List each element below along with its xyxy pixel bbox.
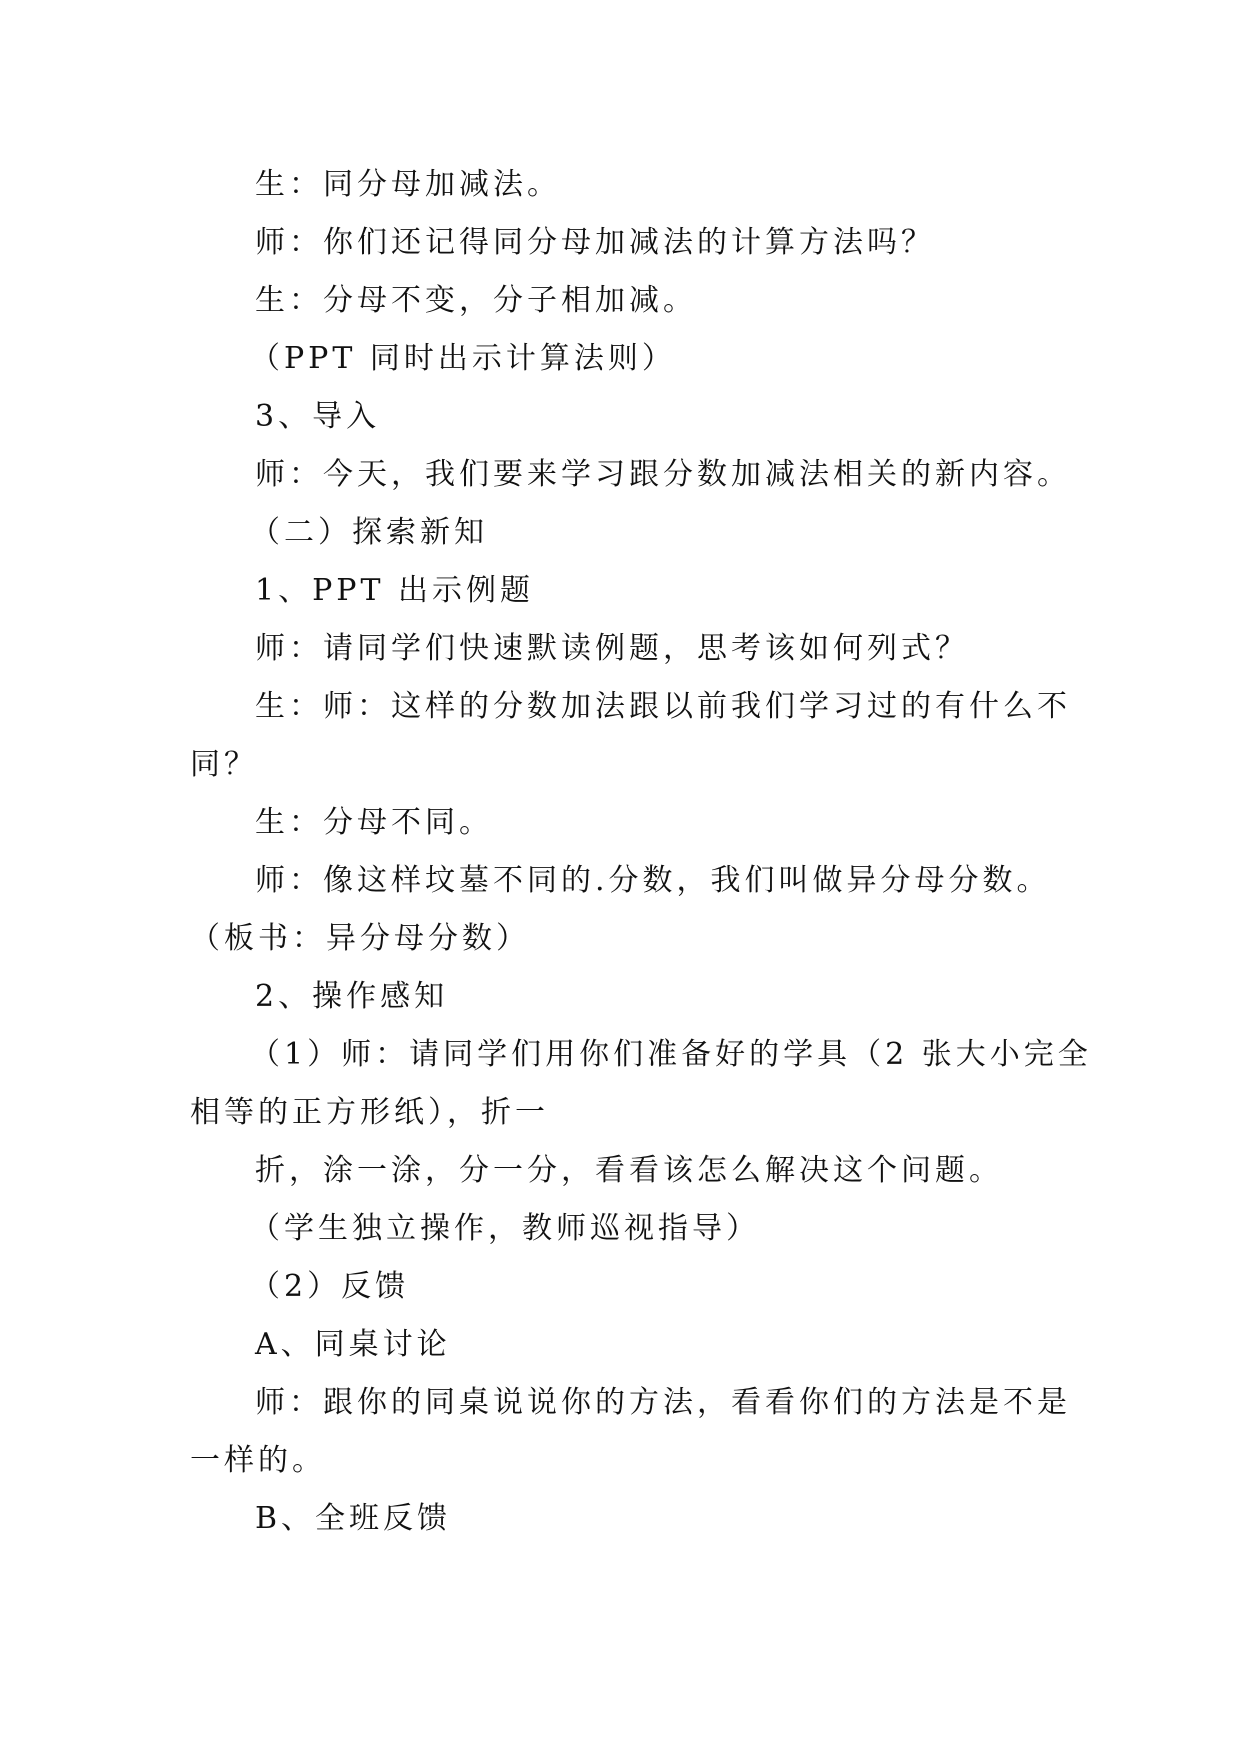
text-line: 折，涂一涂，分一分，看看该怎么解决这个问题。	[255, 1153, 1003, 1188]
text-line: 生：分母不变，分子相加减。	[255, 283, 697, 318]
text-line: 师：你们还记得同分母加减法的计算方法吗？	[255, 225, 935, 260]
text-line: 师：像这样坟墓不同的.分数，我们叫做异分母分数。	[255, 863, 1051, 898]
section-heading: B、全班反馈	[255, 1501, 452, 1536]
text-line: 相等的正方形纸），折一	[190, 1095, 549, 1130]
text-line: （板书：异分母分数）	[190, 921, 530, 956]
section-heading: A、同桌讨论	[255, 1327, 451, 1362]
text-line: 生：师：这样的分数加法跟以前我们学习过的有什么不	[255, 689, 1071, 724]
text-line: 同？	[190, 747, 258, 782]
section-heading: （2）反馈	[250, 1269, 410, 1304]
section-heading: 3、导入	[255, 399, 381, 434]
text-line: （学生独立操作，教师巡视指导）	[250, 1211, 760, 1246]
section-heading: 1、PPT 出示例题	[255, 573, 535, 608]
text-line: 生：分母不同。	[255, 805, 493, 840]
text-line: 一样的。	[190, 1443, 326, 1478]
text-line: 师：跟你的同桌说说你的方法，看看你们的方法是不是	[255, 1385, 1071, 1420]
text-line: 生：同分母加减法。	[255, 167, 561, 202]
section-heading: 2、操作感知	[255, 979, 449, 1014]
text-line: 师：今天，我们要来学习跟分数加减法相关的新内容。	[255, 457, 1071, 492]
text-line: 师：请同学们快速默读例题，思考该如何列式？	[255, 631, 969, 666]
section-heading: （二）探索新知	[250, 515, 488, 550]
text-line: （1）师：请同学们用你们准备好的学具（2 张大小完全	[250, 1037, 1092, 1072]
text-line: （PPT 同时出示计算法则）	[250, 341, 676, 376]
